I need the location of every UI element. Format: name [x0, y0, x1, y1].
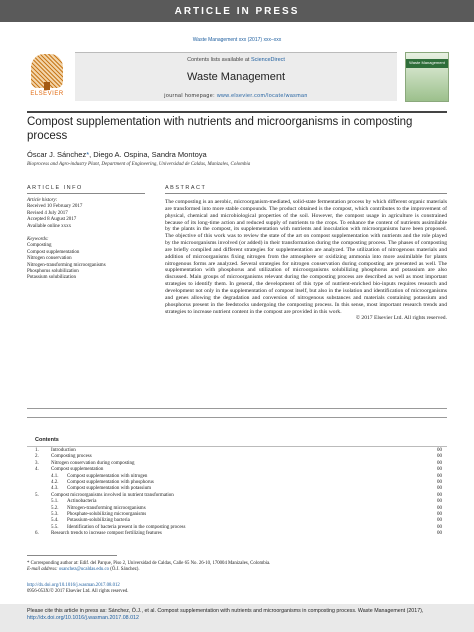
contents-entry-number: 5.1. [51, 499, 59, 505]
history-heading: Article history: [27, 198, 58, 203]
contents-entry-page: 00 [437, 499, 442, 505]
contents-entry-title[interactable]: Compost supplementation [51, 467, 104, 473]
article-in-press-banner: ARTICLE IN PRESS [0, 0, 474, 22]
contents-entry-number: 4. [35, 467, 39, 473]
contents-entry-page: 00 [437, 518, 442, 524]
journal-homepage-line: journal homepage: www.elsevier.com/locate/wasman [164, 93, 308, 99]
history-item: Accepted 8 August 2017 [27, 217, 77, 223]
contents-entry-page: 00 [437, 448, 442, 453]
contents-entry-number: 5.2. [51, 505, 59, 511]
contents-entry-title[interactable]: Composting process [51, 454, 92, 460]
contents-available-line: Contents lists available at ScienceDirect [187, 57, 285, 63]
keyword: Composting [27, 243, 52, 249]
journal-citation-line[interactable]: Waste Management xxx (2017) xxx–xxx [192, 37, 282, 43]
history-item: Available online xxxx [27, 223, 72, 229]
abstract-body [165, 199, 447, 322]
keyword: Compost supplementation [27, 249, 80, 255]
contents-entry[interactable] [35, 531, 442, 537]
contents-entry-page: 00 [437, 460, 442, 466]
contents-entry-title[interactable]: Compost microorganisms involved in nutrient transformation [51, 492, 174, 498]
contents-entry-number: 1. [35, 448, 39, 453]
publisher-name: ELSEVIER [30, 91, 64, 97]
contents-entry-title[interactable]: Potassium-solubilizing bacteria [67, 518, 130, 524]
contents-entry-title[interactable]: Compost supplementation with phosphorus [67, 479, 154, 485]
keyword: Nitrogen-transforming microorganisms [27, 262, 106, 268]
article-info-panel [27, 198, 145, 282]
abstract-heading: ABSTRACT [165, 185, 207, 191]
contents-entry-title[interactable]: Identification of bacteria present in the composting process [67, 524, 186, 530]
contents-entry-number: 3. [35, 460, 39, 466]
keywords-heading: Keywords: [27, 237, 49, 243]
email-line: E-mail address: osanchez@ucaldas.edu.co (Ó.J. Sánchez). [27, 567, 140, 572]
contents-entry-title[interactable]: Introduction [51, 448, 76, 453]
article-title: Compost supplementation with nutrients and microorganisms in composting process [27, 116, 413, 142]
contents-entry-number: 5.4. [51, 518, 59, 524]
footnote-divider [27, 555, 117, 556]
history-item: Revised 4 July 2017 [27, 210, 68, 216]
contents-entry-page: 00 [437, 492, 442, 498]
journal-title: Waste Management [186, 71, 286, 83]
keyword: Phosphorus solubilization [27, 269, 79, 275]
doi-block [27, 583, 128, 595]
contents-entry-page: 00 [437, 454, 442, 460]
contents-entry-page: 00 [437, 473, 442, 479]
corresponding-author-mark[interactable]: * [86, 150, 90, 159]
email-link[interactable]: osanchez@ucaldas.edu.co [58, 567, 110, 572]
abstract-divider [27, 408, 447, 409]
abstract-text: The composting is an aerobic, microorganism-mediated, solid-state fermentation process by which different organic materials are transformed into more stable compounds. The product obtained is the compost, which contributes to the improvement of physical, chemical and microbiological properties of the soil. However, the compost usage in agriculture is constrained because of its long-time action and reduced supply of nutrients to the crops. To enhance the content of nutrients assimilable by the plants in the compost, its supplementation with nutrients and inoculation with microorganisms have been proposed. The objective of this work was to review the state of the art on compost supplementation with nutrients and the role played by the microorganisms involved (or added) in their transformation during the composting process. The phases of composting are briefly compiled and different strategies for supplementation are analyzed. The utilization of nitrogenous materials and addition of microorganisms fixing nitrogen from the atmosphere or oxidizing ammonia into more assimilable for plants nitrogenous forms are analyzed. Several strategies for nitrogen conservation during composting are presented as well. The supplementation with phosphorus and utilization of microorganisms solubilizing phosphorus and potassium are also discussed. Main groups of microorganisms relevant during the composting process are described as well as most important strategies to identify them. In general, the development of this type of nutrient-enriched bio-inputs requires research and development not only in the supplementation of compost itself, but also in the isolation and identification of microorganisms and genes allowing the degradation and conversion of nitrogenous substances and materials containing potassium and phosphorus present in the feedstocks undergoing the composting process. In this sense, most important research trends and strategies to increase nutrient content in the compost are provided in this work. [165, 199, 447, 315]
contents-entry-title[interactable]: Research trends to increase compost fertilizing features [51, 531, 162, 537]
masthead-divider [27, 111, 447, 113]
contents-entry-title[interactable]: Compost supplementation with nitrogen [67, 473, 148, 479]
journal-homepage-link[interactable]: www.elsevier.com/locate/wasman [216, 93, 308, 99]
contents-entry-page: 00 [437, 479, 442, 485]
keyword: Potassium solubilization [27, 275, 77, 281]
article-info-heading: ARTICLE INFO [27, 185, 83, 191]
contents-entry-title[interactable]: Nitrogen-transforming microorganisms [67, 505, 146, 511]
contents-entry-page: 00 [437, 524, 442, 530]
contents-list [35, 448, 442, 537]
contents-entry-number: 5. [35, 492, 39, 498]
affiliation: Bioprocess and Agro-industry Plant, Department of Engineering, Universidad de Caldas, Manizales, Colombia [27, 162, 251, 167]
contents-entry-title[interactable]: Compost supplementation with potassium [67, 486, 152, 492]
history-item: Received 10 February 2017 [27, 204, 83, 210]
elsevier-logo[interactable] [27, 52, 67, 100]
cover-title: Waste Management [409, 60, 445, 65]
contents-entry-page: 00 [437, 467, 442, 473]
journal-cover-thumbnail[interactable] [405, 52, 449, 102]
contents-entry-page: 00 [437, 505, 442, 511]
journal-masthead [27, 52, 447, 110]
doi-link[interactable]: http://dx.doi.org/10.1016/j.wasman.2017.08.012 [27, 583, 120, 588]
please-cite-doi-link[interactable]: http://dx.doi.org/10.1016/j.wasman.2017.08.012 [27, 615, 139, 621]
journal-header-box [75, 52, 397, 101]
contents-entry-page: 00 [437, 531, 442, 537]
contents-entry-number: 6. [35, 531, 39, 537]
other-authors: , Diego A. Ospina, Sandra Montoya [89, 150, 207, 159]
contents-entry-title[interactable]: Actinobacteria [67, 499, 97, 505]
sciencedirect-link[interactable]: ScienceDirect [250, 57, 285, 63]
contents-entry-number: 5.5. [51, 524, 59, 530]
contents-heading: Contents [35, 437, 59, 443]
keyword: Nitrogen conservation [27, 256, 72, 262]
contents-entry-title[interactable]: Nitrogen conservation during composting [51, 460, 135, 466]
contents-entry-page: 00 [437, 511, 442, 517]
corresponding-address: * Corresponding author at: Edif. del Parque, Piso 2, Universidad de Caldas, Calle 65 No. 26-10, 170004 Manizales, Colombia. [27, 561, 271, 566]
please-cite-text: Please cite this article in press as: Sánchez, Ó.J., et al. Compost supplementation with nutrients and microorganisms in composting process. Waste Management (2017), http://dx.doi.org/10.1016/j.wasman.2017.08.012 [27, 608, 424, 621]
contents-entry-page: 00 [437, 486, 442, 492]
contents-entry-number: 4.3. [51, 486, 59, 492]
please-cite-box [0, 604, 474, 632]
issn-line: 0956-053X/© 2017 Elsevier Ltd. All rights reserved. [27, 589, 129, 594]
corresponding-author-footnote [27, 561, 447, 573]
author-list [27, 150, 207, 159]
contents-entry-number: 2. [35, 454, 39, 460]
contents-entry-number: 4.2. [51, 479, 59, 485]
contents-entry-number: 4.1. [51, 473, 59, 479]
contents-entry-title[interactable]: Phosphate-solubilizing microorganisms [67, 511, 147, 517]
contents-entry-number: 5.3. [51, 511, 59, 517]
author-1[interactable]: Óscar J. Sánchez [27, 150, 87, 159]
abstract-copyright: © 2017 Elsevier Ltd. All rights reserved. [355, 315, 447, 322]
